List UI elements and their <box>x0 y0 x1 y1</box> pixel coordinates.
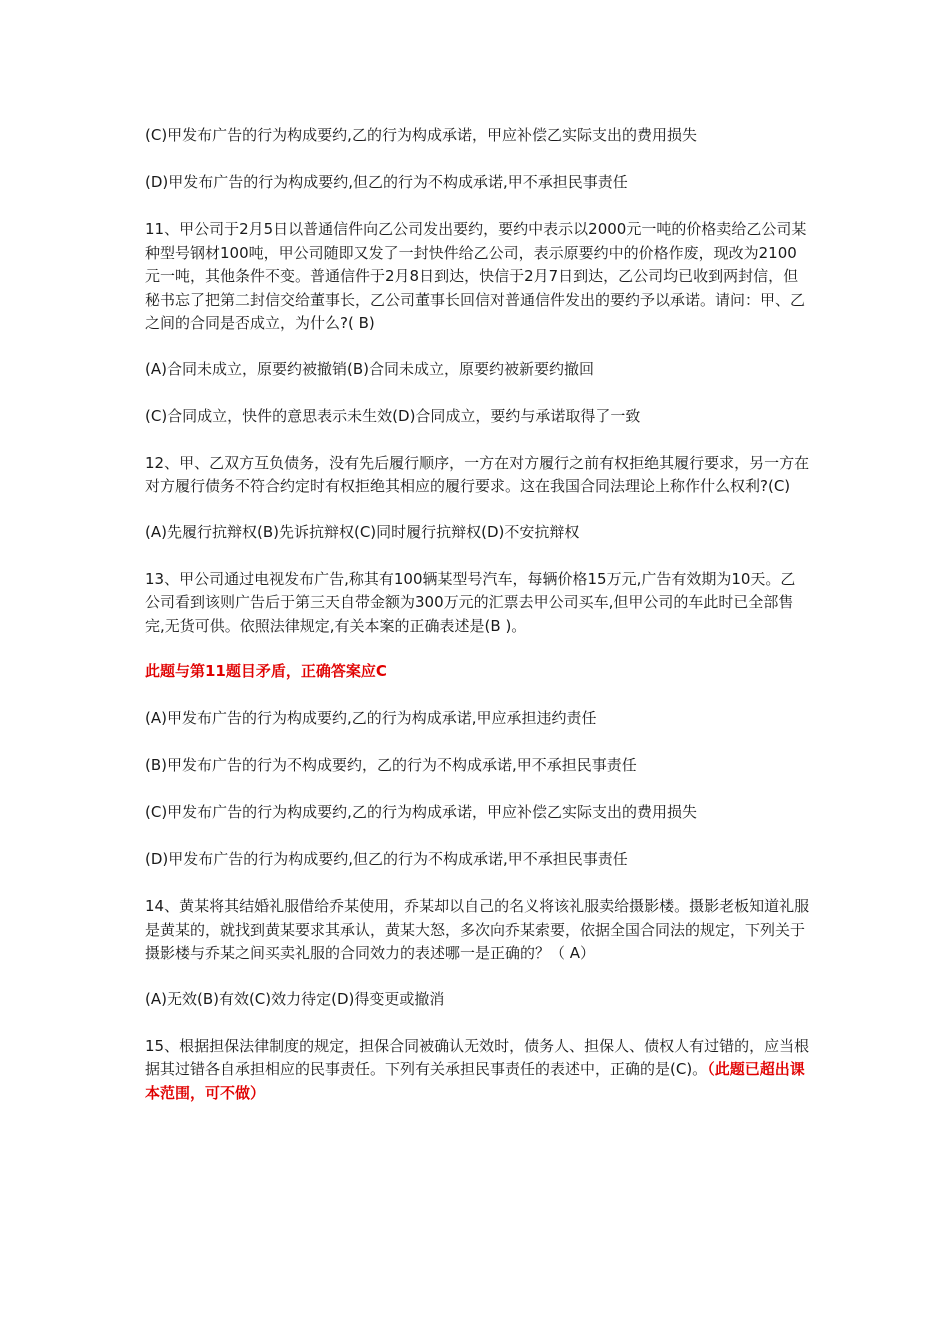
question-13-option-a: (A)甲发布广告的行为构成要约,乙的行为构成承诺,甲应承担违约责任 <box>145 709 597 727</box>
question-15-note: （此题已超出课本范围，可不做） <box>145 1060 805 1102</box>
document-page <box>145 124 810 1127</box>
option-c-q10: (C)甲发布广告的行为构成要约,乙的行为构成承诺，甲应补偿乙实际支出的费用损失 <box>145 126 697 144</box>
question-13-option-d: (D)甲发布广告的行为构成要约,但乙的行为不构成承诺,甲不承担民事责任 <box>145 850 628 868</box>
question-11-options-ab: (A)合同未成立，原要约被撤销(B)合同未成立，原要约被新要约撤回 <box>145 359 594 378</box>
question-14-options: (A)无效(B)有效(C)效力待定(D)得变更或撤消 <box>145 989 445 1008</box>
question-14: 14、黄某将其结婚礼服借给乔某使用，乔某却以自己的名义将该礼服卖给摄影楼。摄影老板知道礼服是黄某的，就找到黄某要求其承认，黄某大怒，多次向乔某索要，依据全国合同法的规定，下列关于摄影楼与乔某之间买卖礼服的合同效力的表述哪一是正确的？（ A） <box>145 897 810 962</box>
question-12-options: (A)先履行抗辩权(B)先诉抗辩权(C)同时履行抗辩权(D)不安抗辩权 <box>145 522 580 541</box>
question-13-correction-note: 此题与第11题目矛盾，正确答案应C <box>145 662 387 680</box>
question-11: 11、甲公司于2月5日以普通信件向乙公司发出要约，要约中表示以2000元一吨的价格卖给乙公司某种型号钢材100吨，甲公司随即又发了一封快件给乙公司，表示原要约中的价格作废，现改为2100元一吨，其他条件不变。普通信件于2月8日到达，快信于2月7日到达，乙公司均已收到两封信，但秘书忘了把第二封信交给董事长，乙公司董事长回信对普通信件发出的要约予以承诺。请问：甲、乙之间的合同是否成立，为什么?( B) <box>145 220 807 332</box>
question-13-option-b: (B)甲发布广告的行为不构成要约，乙的行为不构成承诺,甲不承担民事责任 <box>145 756 637 774</box>
question-15-text: 15、根据担保法律制度的规定，担保合同被确认无效时，债务人、担保人、债权人有过错的，应当根据其过错各自承担相应的民事责任。下列有关承担民事责任的表述中，正确的是(C)。 <box>145 1036 810 1078</box>
question-11-options-cd: (C)合同成立，快件的意思表示未生效(D)合同成立，要约与承诺取得了一致 <box>145 406 641 425</box>
question-12: 12、甲、乙双方互负债务，没有先后履行顺序，一方在对方履行之前有权拒绝其履行要求，另一方在对方履行债务不符合约定时有权拒绝其相应的履行要求。这在我国合同法理论上称作什么权利?(C) <box>145 453 810 495</box>
question-13-option-c: (C)甲发布广告的行为构成要约,乙的行为构成承诺，甲应补偿乙实际支出的费用损失 <box>145 803 697 821</box>
question-13: 13、甲公司通过电视发布广告,称其有100辆某型号汽车，每辆价格15万元,广告有效期为10天。乙公司看到该则广告后于第三天自带金额为300万元的汇票去甲公司买车,但甲公司的车此时已全部售完,无货可供。依照法律规定,有关本案的正确表述是(B )。 <box>145 569 796 635</box>
option-d-q10: (D)甲发布广告的行为构成要约,但乙的行为不构成承诺,甲不承担民事责任 <box>145 173 628 191</box>
question-15 <box>145 1035 810 1106</box>
